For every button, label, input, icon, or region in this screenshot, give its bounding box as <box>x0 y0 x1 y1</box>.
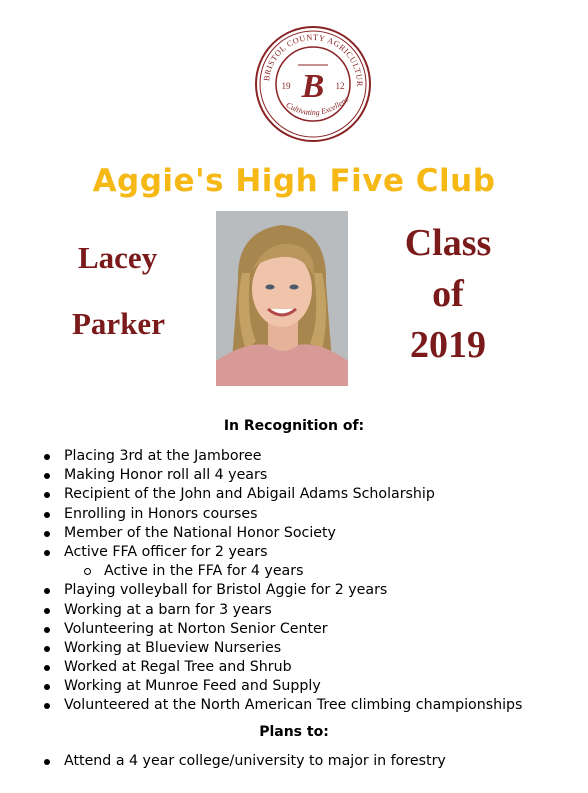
list-item: Enrolling in Honors courses <box>0 505 522 524</box>
recognition-heading: In Recognition of: <box>223 418 365 434</box>
svg-text:12: 12 <box>335 81 345 91</box>
list-item: Making Honor roll all 4 years <box>0 466 522 485</box>
list-item: Placing 3rd at the Jamboree <box>0 447 522 466</box>
school-seal-logo <box>254 25 372 143</box>
bullet-icon <box>44 512 50 518</box>
bullet-icon <box>44 550 50 556</box>
list-item: Working at Blueview Nurseries <box>0 639 522 658</box>
list-item: Active FFA officer for 2 years <box>0 543 522 562</box>
svg-text:Cultivating Excellence: Cultivating Excellenc <box>284 94 351 118</box>
bullet-icon <box>44 588 50 594</box>
list-item: Worked at Regal Tree and Shrub <box>0 658 522 677</box>
list-item: Playing volleyball for Bristol Aggie for 2 years <box>0 581 522 600</box>
list-item: Volunteering at Norton Senior Center <box>0 620 522 639</box>
bullet-icon <box>44 608 50 614</box>
bullet-icon <box>44 492 50 498</box>
list-item: Member of the National Honor Society <box>0 524 522 543</box>
list-item: Working at a barn for 3 years <box>0 601 522 620</box>
class-line-3: 2019 <box>410 324 486 366</box>
club-title: Aggie's High Five Club <box>92 163 496 199</box>
student-portrait-photo <box>216 211 348 386</box>
hollow-bullet-icon <box>84 568 91 575</box>
plans-heading: Plans to: <box>259 724 329 740</box>
plans-list <box>0 752 446 771</box>
bullet-icon <box>44 703 50 709</box>
class-line-2: of <box>432 273 464 315</box>
bullet-icon <box>44 454 50 460</box>
bullet-icon <box>44 684 50 690</box>
list-item: Recipient of the John and Abigail Adams Scholarship <box>0 485 522 504</box>
bullet-icon <box>44 531 50 537</box>
svg-text:B: B <box>301 68 325 105</box>
bullet-icon <box>44 473 50 479</box>
list-item: Volunteered at the North American Tree climbing championships <box>0 696 522 715</box>
bullet-icon <box>44 646 50 652</box>
student-first-name: Lacey <box>78 240 158 275</box>
class-of-year <box>360 218 536 371</box>
bullet-icon <box>44 627 50 633</box>
sub-list-item: Active in the FFA for 4 years <box>0 562 522 581</box>
class-line-1: Class <box>404 222 492 264</box>
svg-text:BRISTOL COUNTY AGRICULTURAL HI: BRISTOL COUNTY AGRICULTUR <box>262 32 365 87</box>
svg-text:19: 19 <box>281 81 291 91</box>
list-item: Working at Munroe Feed and Supply <box>0 677 522 696</box>
recognition-list <box>0 447 522 716</box>
list-item: Attend a 4 year college/university to major in forestry <box>0 752 446 771</box>
bullet-icon <box>44 665 50 671</box>
student-last-name: Parker <box>72 306 165 341</box>
bullet-icon <box>44 759 50 765</box>
